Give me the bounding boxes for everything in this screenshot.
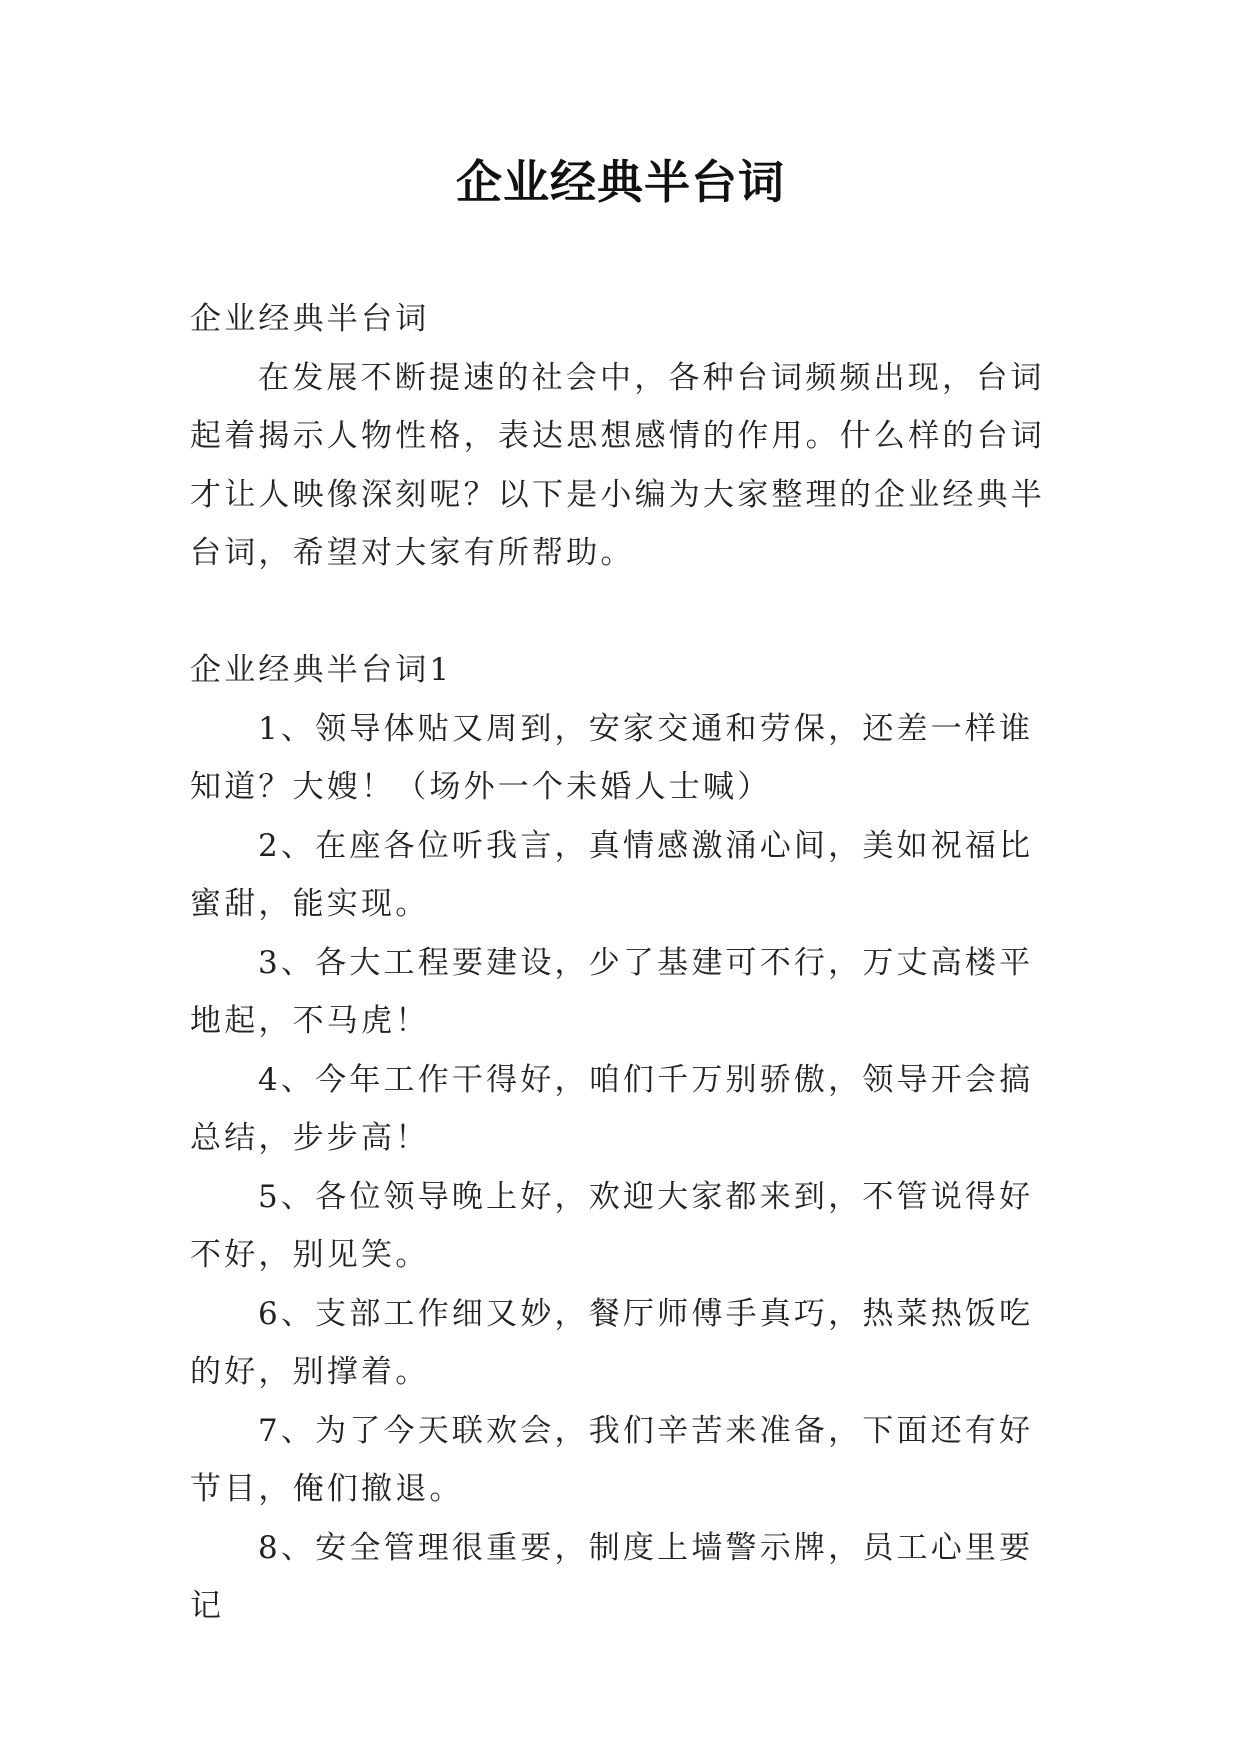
section-heading: 企业经典半台词1 bbox=[190, 652, 453, 688]
list-item: 5、各位领导晚上好，欢迎大家都来到，不管说得好不好，别见笑。 bbox=[190, 1178, 1034, 1273]
list-item: 8、安全管理很重要，制度上墙警示牌，员工心里要记 bbox=[190, 1529, 1034, 1624]
list-item: 6、支部工作细又妙，餐厅师傅手真巧，热菜热饭吃的好，别撑着。 bbox=[190, 1295, 1034, 1390]
intro-paragraph: 在发展不断提速的社会中，各种台词频频出现，台词起着揭示人物性格，表达思想感情的作用。什么样的台词才让人映像深刻呢？以下是小编为大家整理的企业经典半台词，希望对大家有所帮助。 bbox=[190, 359, 1045, 571]
document-body bbox=[190, 290, 1064, 1636]
list-item: 3、各大工程要建设，少了基建可不行，万丈高楼平地起，不马虎！ bbox=[190, 944, 1034, 1039]
document-title: 企业经典半台词 bbox=[456, 155, 785, 209]
list-item: 1、领导体贴又周到，安家交通和劳保，还差一样谁知道？大嫂！（场外一个未婚人士喊） bbox=[190, 710, 1034, 805]
paragraph-spacer bbox=[190, 583, 1064, 642]
list-item: 2、在座各位听我言，真情感激涌心间，美如祝福比蜜甜，能实现。 bbox=[190, 827, 1034, 922]
list-item: 7、为了今天联欢会，我们辛苦来准备，下面还有好节目，俺们撤退。 bbox=[190, 1412, 1034, 1507]
subtitle: 企业经典半台词 bbox=[190, 301, 430, 337]
list-item: 4、今年工作干得好，咱们千万别骄傲，领导开会搞总结，步步高！ bbox=[190, 1061, 1034, 1156]
